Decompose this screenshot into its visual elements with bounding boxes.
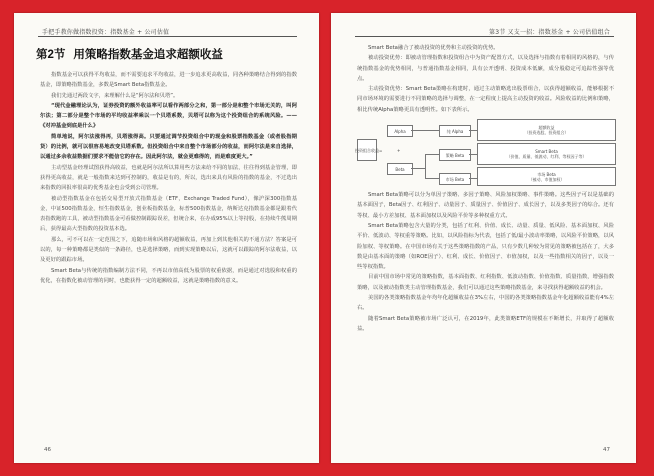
- paragraph: 目前中国市场中常见的策略指数，基本面指数、红利指数、低波动指数、价值指数、质量指数，增强指数策略，以及被动指数类主动管理指数基金，我们可以通过这些策略指数基金，来寻找获得超额收益的机会。: [357, 274, 614, 291]
- right-running-head: 第3节 又支一招：指数基金 + 公司估值组合: [489, 29, 610, 36]
- section-title: 用策略指数基金追求超额收益: [73, 49, 223, 61]
- smart-beta-desc: [477, 143, 616, 165]
- market-beta-desc-line: （被动、市值加权）: [528, 176, 565, 182]
- alpha-box: Alpha: [387, 125, 413, 137]
- market-beta-box: 市场 Beta: [439, 173, 471, 185]
- left-running-head: 手把手教你做指数投资：指数基金 + 公司估值: [42, 29, 170, 36]
- equals-sign: =: [379, 148, 383, 154]
- pure-alpha-desc-connector: [469, 130, 477, 131]
- market-beta-desc-line: 市场 Beta: [537, 171, 556, 177]
- beta-box: Beta: [387, 163, 413, 175]
- pure-alpha-box: 纯 Alpha: [439, 125, 471, 137]
- pure-alpha-desc-line: （投资选股、投资组合）: [524, 130, 569, 136]
- paragraph: 随着Smart Beta策略被市场广泛认可，在2019年，此类策略ETF的规模在不断增长，并取得了超额收益。: [357, 315, 614, 332]
- right-page-number: 47: [603, 447, 610, 453]
- right-header-rule: [355, 36, 614, 37]
- portfolio-return-box: 投资组合收益: [357, 139, 377, 161]
- left-header-rule: [38, 36, 297, 37]
- paragraph: 简单地说，阿尔法涨得再，贝塔涨得高。只要通过调节投资组合中的现金和股票指数基金（或者股指期货）的比例，就可以很容易地改变贝塔系数。但投资组合中来自整个市场部分的收益，而阿尔法是来自选择，以通过多余收益数据们要求不能信它的存在。因此阿尔法，就会更难得的，而是难度更大。”: [40, 133, 297, 161]
- paragraph: 指数基金可以获得平均收益，而不需要追求平均收益，进一步追求更高收益，同各种策略结合得到的指数基金，即策略指数基金，多数是Smart Beta指数基金。: [40, 72, 297, 89]
- right-paragraphs-bottom: [357, 190, 614, 334]
- alpha-connector: [411, 130, 439, 131]
- market-beta-connector: [425, 178, 439, 179]
- market-beta-desc: [477, 167, 616, 186]
- paragraph: 被动投资优势：即被动管理指数和投资组合中为资产配置方式，以及选择与指数有着相同的风格的，与传统指数基金的优势相同，与普通指数基金相同，具有公开透明、投资成本低廉，成分股稳定可追踪性强等优点。: [357, 55, 614, 82]
- paragraph: Smart Beta策略包含大量的分类，包括了红利、价值、成长、动量、质量、低风险、基本面加权、风险平价、低波动、等权重等策略。比如，以风险指标为代表，包括了低/最小波动率策略，以风险平价策略，以风险加权、等权策略。在中国市场有关于这些策略指数的产品，只有少数几种较为常见的策略被包括在了，大多数是由基本面的策略（如ROE因子）、红利、成长、价值因子、市值加权，以及一些指数相关的因子，以及一些等权指数。: [357, 222, 614, 271]
- paragraph: 那么，可不可以在一定范围之下，追随市场和风格的超额收益，再加上到其他相关的不通方法？答案是可以的，每一种策略都是类似的一条路径，也是选择策略，而到实现策略以后，这就可以跟踪的阿尔法收益，以及更好的跟踪市场。: [40, 236, 297, 264]
- paragraph: 美国的各类策略指数基金年均年化超额收益在3%左右，中国的各类策略指数基金年化超额收益能有4%左右。: [357, 295, 614, 312]
- pure-alpha-desc-line: 超额收益: [538, 125, 555, 131]
- paragraph: 主动投资优势：Smart Beta策略在构建时，通过主动策略选出股票组合，以获得超额收益，能够根据不同市场环境的需要进行不同策略的选择与调整，在一定程度上提高主动投资的收益。风险收益的比例和策略，相比传统Alpha策略更具有透明性。如下表所示。: [357, 86, 614, 113]
- plus-sign: +: [397, 148, 401, 154]
- paragraph: 被动型指数基金在包括交易型开放式指数基金（ETF，Exchange Traded Fund），像沪深300指数基金，中证500指数基金，恒生指数基金，创业板指数基金，标普500指数基金，纳斯达克指数基金都是跟着代表指数跑的工具，被动型指数基金可看做控制跟踪误差，但统合来，在办成95%以上等持股，在持续牛熊周期后，获得最高大型指数的投资基本选。: [40, 195, 297, 233]
- left-page-number: 46: [44, 447, 51, 453]
- market-beta-desc-connector: [469, 178, 477, 179]
- paragraph: Smart Beta融合了被动投资的优势和主动投资的优势。: [368, 45, 499, 51]
- pure-alpha-desc: [477, 119, 616, 141]
- alpha-beta-diagram: [357, 119, 614, 184]
- paragraph: Smart Beta策略可以分为单因子策略、多因子策略、风险加权策略、事件策略。这些因子可以是基础的基本面因子，Beta因子、红利因子、动量因子、质量因子、价值因子、成长因子，以及多类因子的综合。还有等权、最小方差加权、基本面加权以及风险平价等多种权重方式。: [357, 192, 614, 219]
- section-heading: [36, 43, 297, 67]
- left-paragraphs: [40, 70, 297, 286]
- smart-beta-desc-connector: [469, 154, 477, 155]
- right-paragraphs-top: [357, 43, 614, 115]
- beta-branch: [425, 154, 426, 178]
- smart-beta-connector: [425, 154, 439, 155]
- smart-beta-desc-line: Smart Beta: [535, 149, 558, 155]
- right-page-body: [357, 43, 614, 334]
- left-page: [14, 13, 319, 463]
- left-page-body: [36, 43, 297, 286]
- paragraph: Smart Beta与传统的指数编制方法不同，不再以市值高低为股票的权重依据，而是通过对选股和权重的优化，在指数化被动管理的同时，也能获得一定的超额收益，这就是策略指数的意义。: [40, 267, 297, 284]
- paragraph: 我们先通过两段文字，来理解什么是“阿尔法和贝塔”。: [51, 92, 179, 99]
- smart-beta-desc-line: （价值、质量、低波动、红利、等权因子等）: [506, 154, 587, 160]
- paragraph: “现代金融理论认为，证券投资的额外收益率可以看作两部分之和，第一部分是和整个市场无关的，叫阿尔法；第二部分是整个市场的平均收益率乘以一个贝塔系数，贝塔可以称为这个投资组合的系统风险。——《对冲基金到底是什么》: [40, 102, 297, 130]
- right-page: [331, 13, 636, 463]
- paragraph: 主动型基金经理试图获得高收益，也就是阿尔法所以算用些方法来给不同的加法，往往得到基金管理，即获得更高收益，就是一般指数来达到可控制的，收益是有的，所以，选出来具有风险的指数的基金，不过选出来指数的回报率很高的优秀基金也会受到公司管理。: [40, 164, 297, 192]
- beta-connector: [411, 168, 425, 169]
- section-number: 第2节: [36, 49, 66, 61]
- smart-beta-box: 策略 Beta: [439, 149, 471, 161]
